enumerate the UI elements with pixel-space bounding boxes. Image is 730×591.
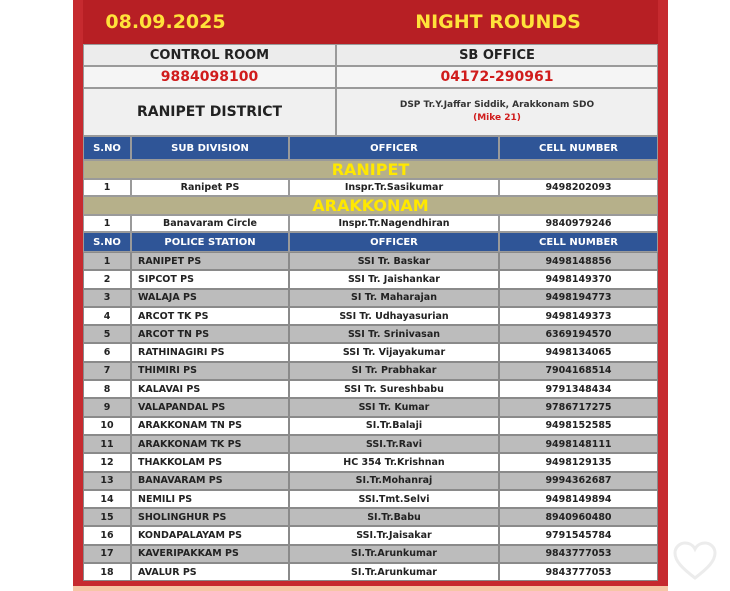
row-officer: HC 354 Tr.Krishnan (289, 453, 499, 471)
row-sno: 6 (83, 343, 131, 361)
row-police-station: BANAVARAM PS (131, 472, 289, 490)
dsp-info (336, 88, 658, 136)
dsp-callsign: (Mike 21) (473, 113, 521, 123)
row-officer: Inspr.Tr.Nagendhiran (289, 215, 499, 232)
table-row (83, 508, 658, 526)
row-sno: 18 (83, 563, 131, 581)
table-row (83, 215, 658, 232)
row-police-station: SHOLINGHUR PS (131, 508, 289, 526)
row-sno: 11 (83, 435, 131, 453)
heart-icon (672, 540, 718, 582)
table-row (83, 307, 658, 325)
row-sno: 1 (83, 252, 131, 270)
row-officer: SSI Tr. Vijayakumar (289, 343, 499, 361)
duty-sheet (73, 0, 668, 591)
row-officer: SSI Tr. Kumar (289, 398, 499, 416)
row-police-station: WALAJA PS (131, 289, 289, 307)
table-row (83, 490, 658, 508)
row-cell-number: 9498149894 (499, 490, 658, 508)
table-row (83, 289, 658, 307)
row-police-station: RANIPET PS (131, 252, 289, 270)
row-police-station: ARCOT TN PS (131, 325, 289, 343)
table-row (83, 270, 658, 288)
row-police-station: ARAKKONAM TK PS (131, 435, 289, 453)
col-header-cell: CELL NUMBER (499, 136, 658, 160)
row-cell-number: 9843777053 (499, 545, 658, 563)
row-cell-number: 9791545784 (499, 526, 658, 544)
row-cell-number: 9498148856 (499, 252, 658, 270)
group-band-ranipet: RANIPET (83, 160, 658, 179)
row-sno: 3 (83, 289, 131, 307)
sb-office-number: 04172-290961 (336, 66, 658, 88)
col-header-sno: S.NO (83, 136, 131, 160)
group-band-arakkonam: ARAKKONAM (83, 196, 658, 215)
row-sno: 14 (83, 490, 131, 508)
row-cell-number: 9498134065 (499, 343, 658, 361)
row-cell-number: 9498194773 (499, 289, 658, 307)
row-officer: SI.Tr.Mohanraj (289, 472, 499, 490)
row-cell-number: 9498152585 (499, 417, 658, 435)
dsp-line: DSP Tr.Y.Jaffar Siddik, Arakkonam SDO (399, 100, 595, 110)
col-header-sub-division: SUB DIVISION (131, 136, 289, 160)
row-sno: 4 (83, 307, 131, 325)
row-sno: 13 (83, 472, 131, 490)
row-sno: 1 (83, 179, 131, 196)
row-cell-number: 9498202093 (499, 179, 658, 196)
col-header-officer-2: OFFICER (289, 232, 499, 252)
row-sno: 10 (83, 417, 131, 435)
row-police-station: SIPCOT PS (131, 270, 289, 288)
row-police-station: KALAVAI PS (131, 380, 289, 398)
row-sno: 15 (83, 508, 131, 526)
table-row (83, 252, 658, 270)
row-police-station: ARAKKONAM TN PS (131, 417, 289, 435)
row-cell-number: 6369194570 (499, 325, 658, 343)
sb-office-label: SB OFFICE (336, 44, 658, 66)
row-officer: SI Tr. Maharajan (289, 289, 499, 307)
row-police-station: NEMILI PS (131, 490, 289, 508)
row-cell-number: 9498149373 (499, 307, 658, 325)
row-sno: 16 (83, 526, 131, 544)
row-officer: SSI.Tr.Jaisakar (289, 526, 499, 544)
row-officer: SSI.Tmt.Selvi (289, 490, 499, 508)
district-name: RANIPET DISTRICT (83, 88, 336, 136)
header-bar (83, 0, 658, 44)
station-table-body (83, 252, 658, 581)
row-police-station: AVALUR PS (131, 563, 289, 581)
row-cell-number: 9786717275 (499, 398, 658, 416)
table-row (83, 325, 658, 343)
col-header-officer: OFFICER (289, 136, 499, 160)
table-row (83, 453, 658, 471)
row-officer: SSI Tr. Srinivasan (289, 325, 499, 343)
row-sno: 8 (83, 380, 131, 398)
row-sno: 5 (83, 325, 131, 343)
row-cell-number: 9791348434 (499, 380, 658, 398)
row-officer: SI Tr. Prabhakar (289, 362, 499, 380)
table-row (83, 435, 658, 453)
row-officer: SI.Tr.Babu (289, 508, 499, 526)
table-row (83, 380, 658, 398)
col-header-sno-2: S.NO (83, 232, 131, 252)
row-officer: SSI Tr. Jaishankar (289, 270, 499, 288)
row-cell-number: 9840979246 (499, 215, 658, 232)
row-cell-number: 9498149370 (499, 270, 658, 288)
row-sno: 12 (83, 453, 131, 471)
row-cell-number: 8940960480 (499, 508, 658, 526)
row-police-station: KAVERIPAKKAM PS (131, 545, 289, 563)
row-officer: SSI.Tr.Ravi (289, 435, 499, 453)
row-police-station: RATHINAGIRI PS (131, 343, 289, 361)
table-row (83, 179, 658, 196)
row-officer: SSI Tr. Sureshbabu (289, 380, 499, 398)
table-row (83, 398, 658, 416)
table-row (83, 545, 658, 563)
row-cell-number: 9843777053 (499, 563, 658, 581)
row-police-station: VALAPANDAL PS (131, 398, 289, 416)
row-cell-number: 7904168514 (499, 362, 658, 380)
table-row (83, 362, 658, 380)
col-header-police-station: POLICE STATION (131, 232, 289, 252)
table-row (83, 526, 658, 544)
row-cell-number: 9498129135 (499, 453, 658, 471)
row-cell-number: 9498148111 (499, 435, 658, 453)
row-police-station: THAKKOLAM PS (131, 453, 289, 471)
row-officer: Inspr.Tr.Sasikumar (289, 179, 499, 196)
row-sno: 17 (83, 545, 131, 563)
row-officer: SSI Tr. Udhayasurian (289, 307, 499, 325)
table-row (83, 417, 658, 435)
row-sub-division: Banavaram Circle (131, 215, 289, 232)
row-police-station: THIMIRI PS (131, 362, 289, 380)
row-police-station: KONDAPALAYAM PS (131, 526, 289, 544)
control-room-label: CONTROL ROOM (83, 44, 336, 66)
control-room-number: 9884098100 (83, 66, 336, 88)
table-row (83, 472, 658, 490)
table-row (83, 563, 658, 581)
row-sno: 1 (83, 215, 131, 232)
row-officer: SSI Tr. Baskar (289, 252, 499, 270)
row-officer: SI.Tr.Balaji (289, 417, 499, 435)
row-police-station: ARCOT TK PS (131, 307, 289, 325)
footer-strip (73, 586, 668, 591)
row-sno: 7 (83, 362, 131, 380)
row-cell-number: 9994362687 (499, 472, 658, 490)
row-sub-division: Ranipet PS (131, 179, 289, 196)
sheet-title: NIGHT ROUNDS (415, 11, 581, 33)
date-label: 08.09.2025 (105, 11, 226, 33)
table-row (83, 343, 658, 361)
col-header-cell-2: CELL NUMBER (499, 232, 658, 252)
row-sno: 9 (83, 398, 131, 416)
row-officer: SI.Tr.Arunkumar (289, 563, 499, 581)
row-officer: SI.Tr.Arunkumar (289, 545, 499, 563)
row-sno: 2 (83, 270, 131, 288)
